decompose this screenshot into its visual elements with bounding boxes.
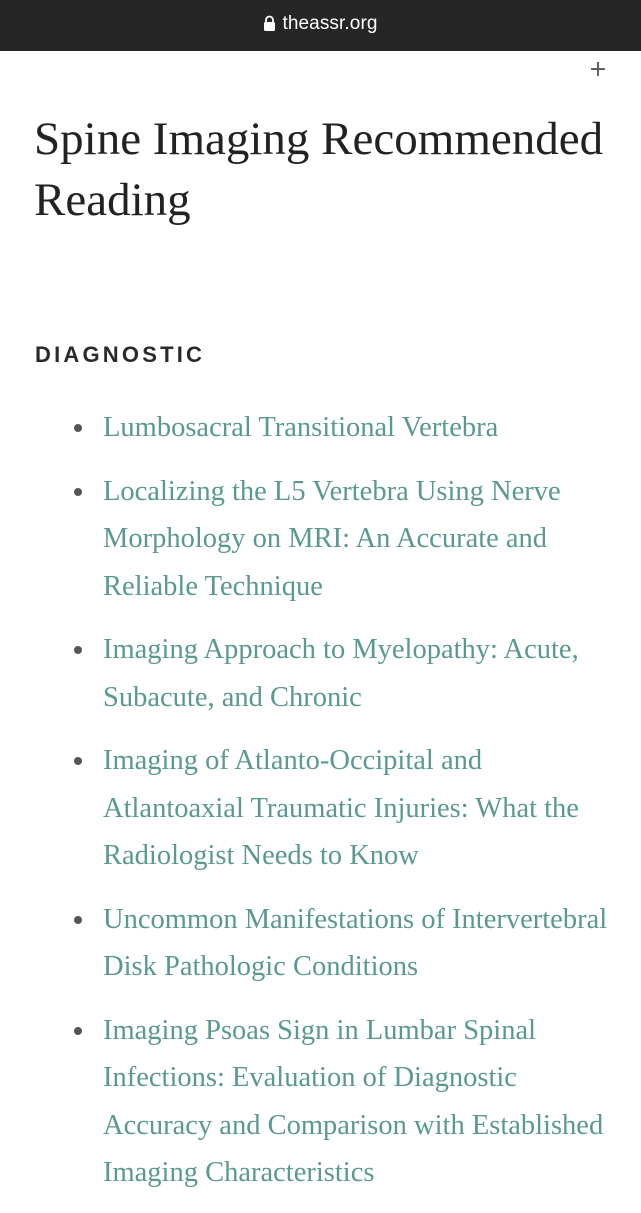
bullet-icon [74,424,82,432]
list-item [0,1007,641,1197]
bullet-icon [74,916,82,924]
article-link[interactable]: Imaging of Atlanto-Occipital and Atlantoaxial Traumatic Injuries: What the Radiologist Needs to Know [103,745,579,871]
plus-icon: + [588,57,608,82]
list-item [0,404,641,452]
article-link[interactable]: Imaging Psoas Sign in Lumbar Spinal Infections: Evaluation of Diagnostic Accuracy and Comparison with Established Imaging Characteristics [103,1014,604,1188]
url-display[interactable] [263,13,377,35]
article-link[interactable]: Uncommon Manifestations of Intervertebral Disk Pathologic Conditions [103,903,608,982]
list-item [0,737,641,880]
list-item [0,896,641,991]
bullet-icon [74,646,82,654]
lock-icon [263,15,276,32]
url-text: theassr.org [282,12,378,34]
list-item [0,468,641,611]
list-item [0,626,641,721]
browser-address-bar [0,0,641,51]
article-link[interactable]: Imaging Approach to Myelopathy: Acute, Subacute, and Chronic [103,634,579,713]
expand-menu-button[interactable] [586,58,610,82]
section-heading: DIAGNOSTIC [35,342,206,367]
bullet-icon [74,757,82,765]
article-link[interactable]: Localizing the L5 Vertebra Using Nerve Morphology on MRI: An Accurate and Reliable Technique [103,475,561,602]
article-link[interactable]: Lumbosacral Transitional Vertebra [103,412,499,443]
reading-list [0,404,641,1213]
bullet-icon [74,1027,82,1035]
page-title: Spine Imaging Recommended Reading [34,113,604,226]
bullet-icon [74,488,82,496]
